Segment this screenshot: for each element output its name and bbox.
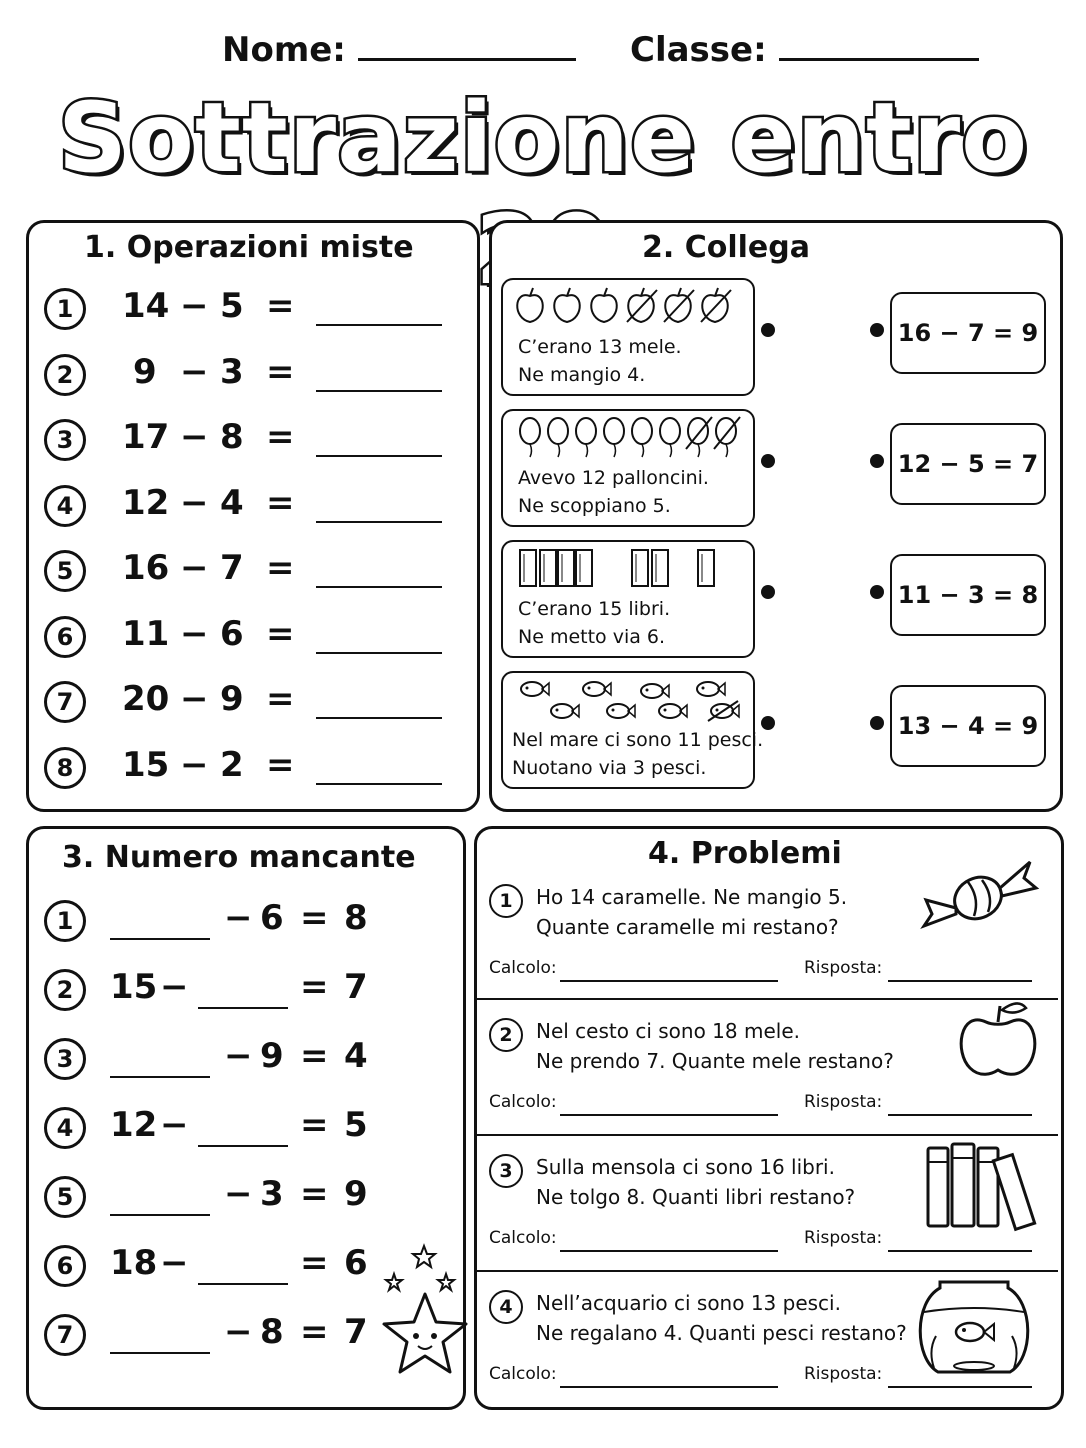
calc-label: Calcolo: bbox=[489, 1364, 557, 1384]
story-line: C’erano 15 libri. bbox=[518, 598, 671, 620]
result: 6 bbox=[344, 1243, 368, 1283]
name-field[interactable] bbox=[222, 28, 576, 70]
star-icon bbox=[374, 1240, 474, 1380]
name-blank[interactable] bbox=[358, 28, 576, 61]
problem-line: Ne regalano 4. Quanti pesci restano? bbox=[536, 1321, 907, 1345]
apple-icon bbox=[940, 992, 1060, 1092]
page-title: Sottrazione entro bbox=[57, 82, 1029, 194]
connect-dot-right[interactable] bbox=[870, 585, 884, 599]
story-line: Ne scoppiano 5. bbox=[518, 495, 671, 517]
result: 4 bbox=[344, 1036, 368, 1076]
section3-title: 3. Numero mancante bbox=[62, 840, 416, 875]
problem-number-badge: 3 bbox=[489, 1154, 523, 1188]
answer-blank[interactable] bbox=[888, 1250, 1032, 1252]
connect-dot-left[interactable] bbox=[761, 323, 775, 337]
calc-label: Calcolo: bbox=[489, 958, 557, 978]
answer-blank[interactable] bbox=[316, 521, 442, 523]
item-number-badge: 1 bbox=[44, 288, 86, 330]
answer-label: Risposta: bbox=[804, 1092, 883, 1112]
section2-title: 2. Collega bbox=[642, 230, 810, 265]
problem-line: Ne tolgo 8. Quanti libri restano? bbox=[536, 1185, 856, 1209]
connect-dot-left[interactable] bbox=[761, 454, 775, 468]
story-line: Nuotano via 3 pesci. bbox=[512, 757, 707, 779]
problem-number-badge: 1 bbox=[489, 884, 523, 918]
missing-number-blank[interactable] bbox=[110, 1352, 210, 1354]
subtrahend: 5 bbox=[220, 286, 244, 326]
subtrahend: 4 bbox=[220, 482, 244, 523]
subtrahend: 8 bbox=[220, 417, 244, 457]
minus-sign: − bbox=[180, 286, 209, 326]
equals-sign: = bbox=[266, 482, 295, 523]
answer-blank[interactable] bbox=[888, 1386, 1032, 1388]
minuend: 20 bbox=[122, 679, 170, 719]
apple-icon bbox=[512, 284, 748, 328]
class-field[interactable] bbox=[630, 28, 979, 70]
equals-sign: = bbox=[300, 967, 329, 1007]
missing-number-blank[interactable] bbox=[110, 1214, 210, 1216]
equals-sign: = bbox=[266, 613, 295, 654]
minuend: 17 bbox=[122, 417, 170, 457]
calc-blank[interactable] bbox=[560, 1386, 778, 1388]
minuend: 11 bbox=[122, 613, 170, 654]
balloon-icon bbox=[512, 415, 748, 459]
result: 7 bbox=[344, 1312, 368, 1352]
subtrahend: 9 bbox=[260, 1036, 284, 1076]
minus-sign: − bbox=[160, 1105, 189, 1145]
minus-sign: − bbox=[180, 351, 209, 392]
subtrahend: 3 bbox=[260, 1174, 284, 1214]
minus-sign: − bbox=[180, 613, 209, 654]
books-icon bbox=[920, 1134, 1040, 1234]
minus-sign: − bbox=[224, 1036, 253, 1076]
item-number-badge: 5 bbox=[44, 1176, 86, 1218]
equation-box[interactable]: 16 − 7 = 9 bbox=[890, 292, 1046, 374]
minuend: 16 bbox=[122, 548, 170, 588]
missing-number-blank[interactable] bbox=[110, 1076, 210, 1078]
minus-sign: − bbox=[180, 417, 209, 457]
equals-sign: = bbox=[300, 1243, 329, 1283]
class-label: Classe: bbox=[630, 30, 767, 70]
minus-sign: − bbox=[160, 1243, 189, 1283]
calc-label: Calcolo: bbox=[489, 1228, 557, 1248]
result: 8 bbox=[344, 898, 368, 938]
problem-line: Quante caramelle mi restano? bbox=[536, 915, 839, 939]
section-operazioni-miste bbox=[26, 220, 480, 812]
subtrahend: 7 bbox=[220, 548, 244, 588]
equals-sign: = bbox=[266, 744, 295, 785]
connect-dot-right[interactable] bbox=[870, 323, 884, 337]
name-label: Nome: bbox=[222, 30, 346, 70]
minus-sign: − bbox=[180, 548, 209, 588]
connect-dot-right[interactable] bbox=[870, 716, 884, 730]
connect-dot-left[interactable] bbox=[761, 585, 775, 599]
minus-sign: − bbox=[160, 967, 189, 1007]
item-number-badge: 5 bbox=[44, 550, 86, 592]
item-number-badge: 4 bbox=[44, 485, 86, 527]
item-number-badge: 7 bbox=[44, 1314, 86, 1356]
minus-sign: − bbox=[224, 898, 253, 938]
subtrahend: 2 bbox=[220, 744, 244, 785]
minuend: 12 bbox=[122, 482, 170, 523]
problem-number-badge: 4 bbox=[489, 1290, 523, 1324]
subtrahend: 3 bbox=[220, 351, 244, 392]
answer-blank[interactable] bbox=[888, 1114, 1032, 1116]
item-number-badge: 6 bbox=[44, 1245, 86, 1287]
problem-line: Ne prendo 7. Quante mele restano? bbox=[536, 1049, 894, 1073]
calc-label: Calcolo: bbox=[489, 1092, 557, 1112]
minuend: 18 bbox=[110, 1243, 158, 1283]
minus-sign: − bbox=[180, 482, 209, 523]
minus-sign: − bbox=[224, 1312, 253, 1352]
item-number-badge: 3 bbox=[44, 1038, 86, 1080]
missing-number-blank[interactable] bbox=[110, 938, 210, 940]
problem-line: Sulla mensola ci sono 16 libri. bbox=[536, 1155, 835, 1179]
subtrahend: 8 bbox=[260, 1312, 284, 1352]
book-icon bbox=[512, 546, 748, 590]
answer-label: Risposta: bbox=[804, 958, 883, 978]
equation-box[interactable]: 13 − 4 = 9 bbox=[890, 685, 1046, 767]
answer-blank[interactable] bbox=[316, 586, 442, 588]
equals-sign: = bbox=[300, 1105, 329, 1145]
answer-blank[interactable] bbox=[316, 652, 442, 654]
calc-blank[interactable] bbox=[560, 1114, 778, 1116]
equals-sign: = bbox=[266, 286, 295, 326]
minus-sign: − bbox=[180, 744, 209, 785]
answer-blank[interactable] bbox=[316, 783, 442, 785]
minuend: 12 bbox=[110, 1105, 158, 1145]
minuend: 15 bbox=[122, 744, 170, 785]
equals-sign: = bbox=[266, 679, 295, 719]
candy-icon bbox=[918, 848, 1038, 948]
answer-label: Risposta: bbox=[804, 1364, 883, 1384]
minuend: 14 bbox=[122, 286, 170, 326]
answer-blank[interactable] bbox=[316, 390, 442, 392]
story-line: Ne metto via 6. bbox=[518, 626, 666, 648]
minus-sign: − bbox=[224, 1174, 253, 1214]
problem-line: Nell’acquario ci sono 13 pesci. bbox=[536, 1291, 841, 1315]
missing-number-blank[interactable] bbox=[198, 1007, 288, 1009]
calc-blank[interactable] bbox=[560, 1250, 778, 1252]
answer-blank[interactable] bbox=[316, 455, 442, 457]
story-line: Nel mare ci sono 11 pesci. bbox=[512, 729, 764, 751]
subtrahend: 9 bbox=[220, 679, 244, 719]
item-number-badge: 6 bbox=[44, 616, 86, 658]
item-number-badge: 4 bbox=[44, 1107, 86, 1149]
item-number-badge: 2 bbox=[44, 354, 86, 396]
connect-dot-left[interactable] bbox=[761, 716, 775, 730]
equals-sign: = bbox=[300, 1036, 329, 1076]
result: 7 bbox=[344, 967, 368, 1007]
item-number-badge: 7 bbox=[44, 681, 86, 723]
answer-blank[interactable] bbox=[316, 717, 442, 719]
item-number-badge: 2 bbox=[44, 969, 86, 1011]
problem-number-badge: 2 bbox=[489, 1018, 523, 1052]
subtrahend: 6 bbox=[260, 898, 284, 938]
story-line: Avevo 12 palloncini. bbox=[518, 467, 709, 489]
item-number-badge: 1 bbox=[44, 900, 86, 942]
equals-sign: = bbox=[300, 1312, 329, 1352]
equation-box[interactable]: 11 − 3 = 8 bbox=[890, 554, 1046, 636]
item-number-badge: 8 bbox=[44, 747, 86, 789]
problem-line: Nel cesto ci sono 18 mele. bbox=[536, 1019, 800, 1043]
subtrahend: 6 bbox=[220, 613, 244, 654]
fishbowl-icon bbox=[914, 1272, 1034, 1372]
section4-title: 4. Problemi bbox=[648, 836, 842, 871]
equals-sign: = bbox=[266, 417, 295, 457]
equation-box[interactable]: 12 − 5 = 7 bbox=[890, 423, 1046, 505]
result: 5 bbox=[344, 1105, 368, 1145]
result: 9 bbox=[344, 1174, 368, 1214]
fish-icon bbox=[512, 677, 748, 721]
minus-sign: − bbox=[180, 679, 209, 719]
missing-number-blank[interactable] bbox=[198, 1145, 288, 1147]
equals-sign: = bbox=[266, 351, 295, 392]
equals-sign: = bbox=[300, 898, 329, 938]
calc-blank[interactable] bbox=[560, 980, 778, 982]
answer-blank[interactable] bbox=[316, 324, 442, 326]
missing-number-blank[interactable] bbox=[198, 1283, 288, 1285]
story-line: C’erano 13 mele. bbox=[518, 336, 682, 358]
class-blank[interactable] bbox=[779, 28, 979, 61]
section1-title: 1. Operazioni miste bbox=[84, 230, 414, 265]
answer-blank[interactable] bbox=[888, 980, 1032, 982]
equals-sign: = bbox=[300, 1174, 329, 1214]
problem-line: Ho 14 caramelle. Ne mangio 5. bbox=[536, 885, 848, 909]
story-line: Ne mangio 4. bbox=[518, 364, 646, 386]
minuend: 9 bbox=[133, 351, 157, 392]
equals-sign: = bbox=[266, 548, 295, 588]
item-number-badge: 3 bbox=[44, 419, 86, 461]
answer-label: Risposta: bbox=[804, 1228, 883, 1248]
connect-dot-right[interactable] bbox=[870, 454, 884, 468]
minuend: 15 bbox=[110, 967, 158, 1007]
